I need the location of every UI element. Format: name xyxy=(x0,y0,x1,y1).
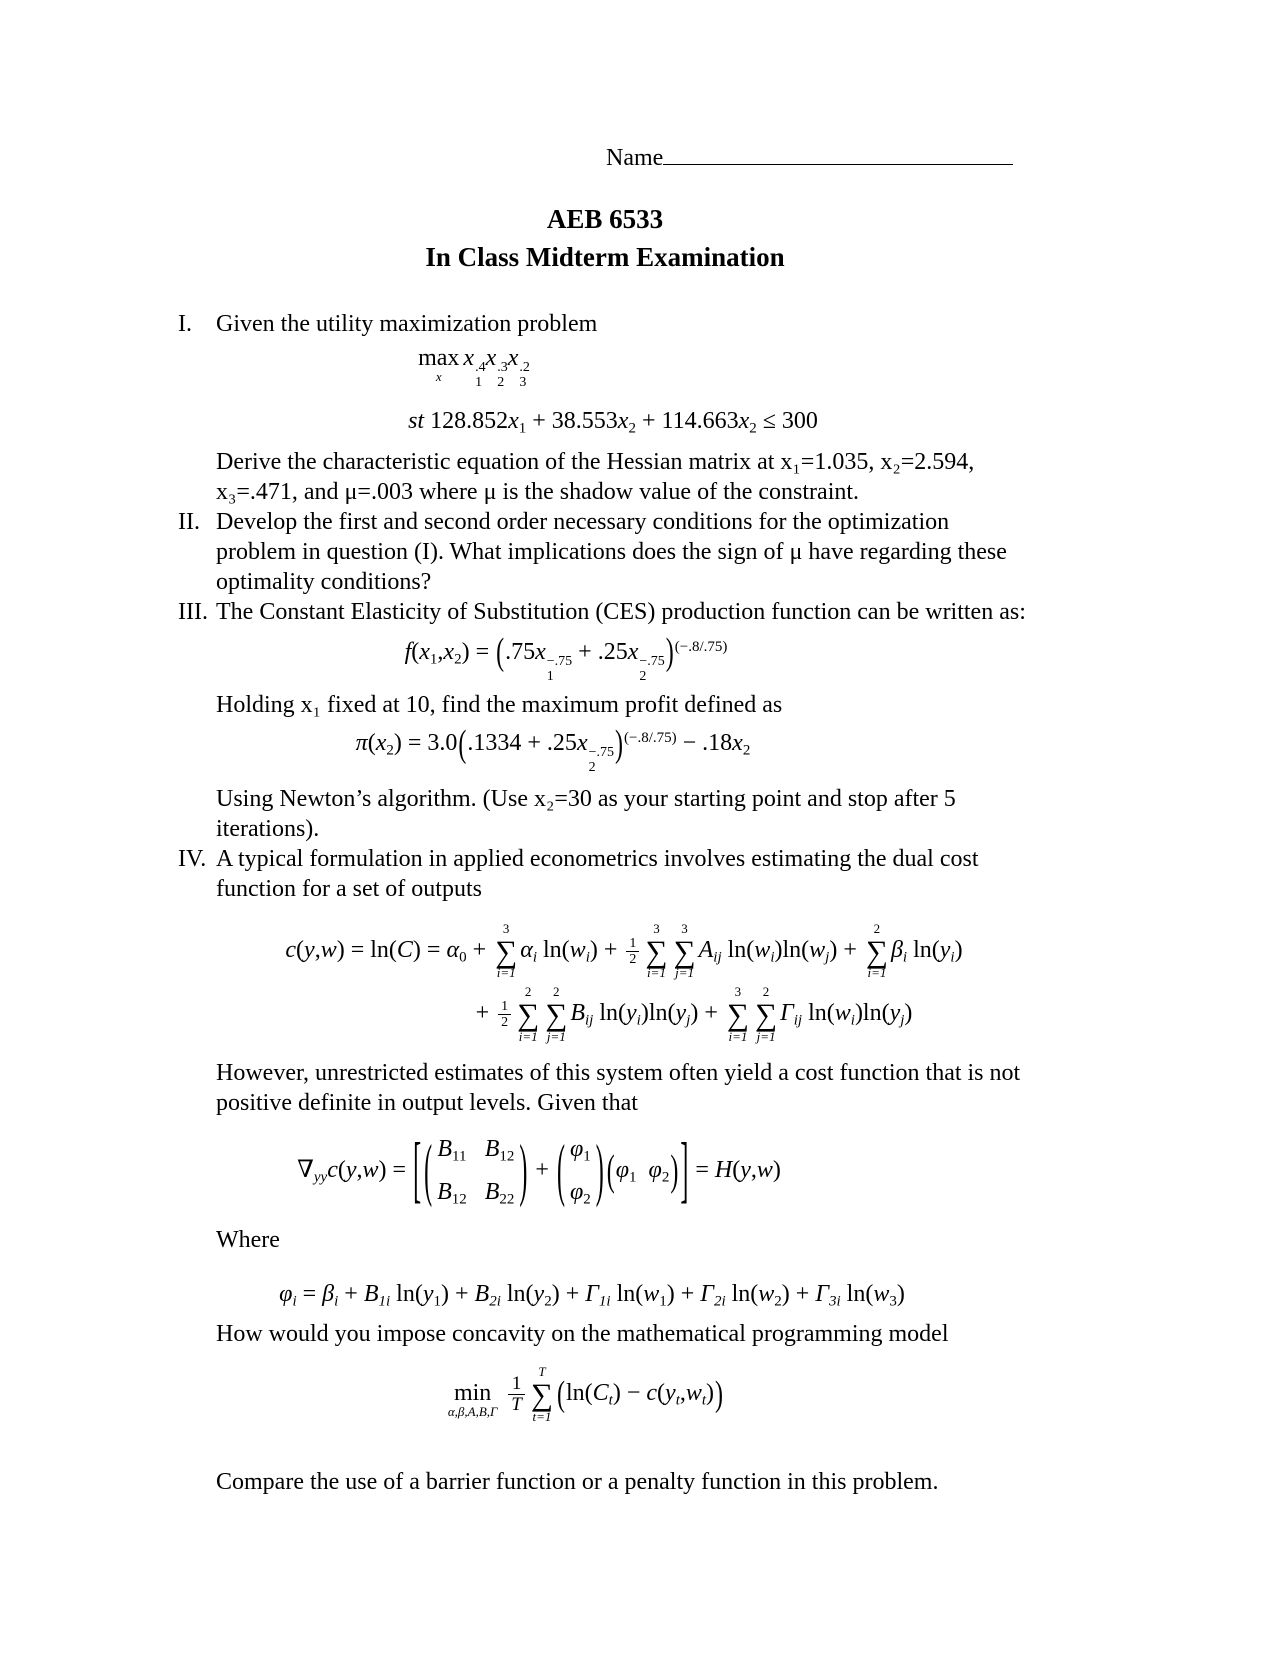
math-var: B1i xyxy=(363,1280,391,1310)
math-var: y xyxy=(304,937,315,964)
math-text: + .25 xyxy=(572,638,628,665)
math-var: φ2 xyxy=(648,1157,670,1186)
math-text: ( xyxy=(411,638,420,665)
math-var: x2 xyxy=(732,730,751,759)
math-var: c xyxy=(285,937,297,964)
math-text: ≤ 300 xyxy=(756,408,818,435)
math-var: ∇yy xyxy=(297,1157,328,1186)
question-3-mid: Holding x₁ fixed at 10, find the maximum profit defined as xyxy=(216,692,783,719)
question-4-body1: However, unrestricted estimates of this system often yield a cost function that is not positive definite in output levels. Given that xyxy=(216,1060,1021,1117)
question-3 xyxy=(178,597,1032,844)
question-3-body: Using Newton’s algorithm. (Use x₂=30 as your starting point and stop after 5 iterations). xyxy=(216,785,956,842)
math-var: w1 xyxy=(643,1280,667,1310)
math-superscript: (−.8/.75) xyxy=(624,729,677,746)
math-var: B2i xyxy=(474,1280,501,1310)
question-1-intro: Given the utility maximization problem xyxy=(216,310,598,337)
math-var: y xyxy=(345,1157,357,1184)
math-text: ln( xyxy=(537,937,570,964)
math-text: ln( xyxy=(802,1000,835,1027)
min-program-formula xyxy=(216,1365,958,1424)
math-var: st xyxy=(408,408,431,435)
math-text: ) − xyxy=(612,1380,647,1407)
math-var: Γ2i xyxy=(700,1280,726,1310)
summation-sigma: 3 ∑ i=1 xyxy=(495,920,518,981)
math-text: ( xyxy=(657,1380,666,1407)
math-text: ) xyxy=(896,1280,905,1307)
math-var: wi xyxy=(569,937,590,966)
cost-function-formula-line1 xyxy=(216,922,1032,981)
math-var: wj xyxy=(809,937,830,966)
big-delimiter: ) xyxy=(670,1148,679,1196)
math-var: Ct xyxy=(592,1380,613,1409)
math-var: wt xyxy=(685,1380,707,1409)
math-text: ) + xyxy=(690,1000,724,1027)
hessian-formula xyxy=(216,1131,862,1213)
math-text: ln( xyxy=(840,1280,874,1307)
operator-with-limit: min α,β,A,B,Γ xyxy=(447,1380,498,1420)
math-text: ln( xyxy=(725,1280,759,1307)
math-var: f xyxy=(404,638,412,665)
math-text: , xyxy=(356,1157,363,1184)
budget-constraint-formula xyxy=(216,406,1010,438)
question-2-body: Develop the first and second order necessary conditions for the optimization problem in question (I). What implications does the sign of μ have regarding these optimality conditions? xyxy=(216,508,1007,595)
name-blank-line xyxy=(663,140,1013,165)
exam-name: In Class Midterm Examination xyxy=(425,241,785,272)
math-text: ln( xyxy=(390,1280,423,1307)
math-var: Γ3i xyxy=(815,1280,841,1310)
math-var: wi xyxy=(754,937,775,966)
ces-production-formula xyxy=(216,632,916,685)
summation-sigma: 3 ∑ j=1 xyxy=(673,920,696,981)
math-var: x .4 1 xyxy=(463,344,486,390)
math-text: ) xyxy=(706,1380,715,1407)
question-2-number: II. xyxy=(178,508,200,535)
column-vector: ( φ1 φ2 ) xyxy=(556,1134,604,1210)
math-text: ln( xyxy=(610,1280,644,1307)
math-var: φi xyxy=(279,1280,297,1310)
summation-sigma: 2 ∑ j=1 xyxy=(545,984,568,1044)
math-var: x .3 2 xyxy=(485,344,508,390)
math-text: ln( xyxy=(565,1380,593,1407)
big-delimiter: [ xyxy=(413,1131,422,1213)
course-code: AEB 6533 xyxy=(546,204,664,234)
math-text: − .18 xyxy=(676,730,733,757)
math-text: ) + xyxy=(589,937,624,964)
math-text: ln( xyxy=(593,1000,627,1027)
math-var: y2 xyxy=(533,1280,552,1310)
math-var: yt xyxy=(665,1380,680,1409)
math-var: yi xyxy=(939,937,955,966)
question-2 xyxy=(178,507,1032,597)
math-text: )ln( xyxy=(854,1000,890,1027)
name-label: Name xyxy=(606,145,664,171)
question-4-number: IV. xyxy=(178,845,207,872)
math-text: + xyxy=(475,1000,496,1027)
math-var: yi xyxy=(626,1000,641,1029)
math-text: , xyxy=(437,638,444,665)
math-text: + 114.663 xyxy=(635,408,739,435)
name-row xyxy=(606,140,1130,173)
math-text: , xyxy=(314,937,321,964)
fraction: $\frac{1}{T}$ xyxy=(508,1374,525,1417)
math-text: .1334 + .25 xyxy=(467,730,577,757)
math-text: ) = xyxy=(378,1157,413,1184)
math-var: w xyxy=(362,1157,379,1184)
math-text: ) + xyxy=(441,1280,475,1307)
math-var: φ1 xyxy=(615,1157,637,1186)
math-text: ) = xyxy=(412,937,447,964)
math-text: ln( xyxy=(907,937,940,964)
math-text: 128.852 xyxy=(430,408,509,435)
matrix-2x2: ( B11 B12 B12 B22 ) xyxy=(424,1134,528,1210)
big-delimiter: ) xyxy=(615,723,623,766)
math-var: x2 xyxy=(443,638,462,668)
math-var: π xyxy=(355,730,368,757)
math-text: ( xyxy=(732,1157,741,1184)
exam-title-block xyxy=(178,201,1032,277)
math-var: Γ1i xyxy=(585,1280,611,1310)
math-var: w2 xyxy=(758,1280,782,1310)
math-text: ln( xyxy=(721,937,755,964)
math-text: .75 xyxy=(505,638,536,665)
math-var: w3 xyxy=(873,1280,897,1310)
math-var: w xyxy=(320,937,337,964)
big-delimiter: ) xyxy=(665,632,674,674)
math-var: yj xyxy=(675,1000,691,1029)
math-var: x1 xyxy=(508,408,527,437)
big-delimiter: ( xyxy=(496,632,505,674)
question-4-intro: A typical formulation in applied econometrics involves estimating the dual cost function for a set of outputs xyxy=(216,845,979,902)
math-text: ) = ln( xyxy=(336,937,397,964)
big-delimiter: ( xyxy=(606,1148,615,1196)
math-text: ) xyxy=(772,1157,781,1184)
fraction: $\frac{1}{2}$ xyxy=(498,999,511,1031)
math-text: + xyxy=(529,1157,555,1184)
math-var: x2 xyxy=(738,408,757,437)
math-var: y xyxy=(740,1157,751,1184)
math-var: α0 xyxy=(446,937,467,966)
operator-with-limit: max x xyxy=(418,344,460,384)
math-var: Aij xyxy=(698,937,722,966)
math-text: ) xyxy=(904,1000,913,1027)
math-var: x1 xyxy=(419,638,438,668)
big-delimiter: ( xyxy=(556,1375,565,1415)
question-1-body: Derive the characteristic equation of the Hessian matrix at x₁=1.035, x₂=2.594, x₃=.471, and μ=.003 where μ is the shadow value of the constraint. xyxy=(216,448,975,505)
math-text: + 38.553 xyxy=(526,408,618,435)
math-var: x −.75 2 xyxy=(576,730,614,776)
fraction: $\frac{1}{2}$ xyxy=(626,936,639,968)
math-text: + xyxy=(338,1280,364,1307)
summation-sigma: 2 ∑ j=1 xyxy=(754,984,778,1044)
math-text: , xyxy=(679,1380,686,1407)
profit-function-formula xyxy=(216,723,890,776)
phi-definition-formula xyxy=(216,1279,968,1311)
big-delimiter: ) xyxy=(715,1375,724,1415)
math-text: ( xyxy=(367,730,376,757)
math-text: ( xyxy=(296,937,305,964)
question-4-body2: How would you impose concavity on the mathematical programming model xyxy=(216,1321,949,1348)
utility-max-formula xyxy=(216,343,728,391)
math-text: + xyxy=(466,937,493,964)
math-text: )ln( xyxy=(640,1000,676,1027)
math-var: x −.75 1 xyxy=(535,638,573,684)
summation-sigma: T ∑ t=1 xyxy=(530,1364,553,1424)
math-var: βi xyxy=(322,1280,339,1310)
math-text: ) = xyxy=(461,638,496,665)
question-3-intro: The Constant Elasticity of Substitution (CES) production function can be written as: xyxy=(216,598,1026,625)
math-var: w xyxy=(756,1157,773,1184)
cost-function-formula-line2 xyxy=(356,985,1032,1044)
math-superscript: (−.8/.75) xyxy=(674,638,728,655)
math-var: c xyxy=(327,1157,338,1184)
math-text: ( xyxy=(337,1157,346,1184)
where-label: Where xyxy=(216,1226,280,1253)
math-text: ln( xyxy=(500,1280,534,1307)
math-var: Bij xyxy=(570,1000,594,1029)
math-text: ) + xyxy=(666,1280,701,1307)
math-text: = xyxy=(296,1280,323,1307)
math-text: ) + xyxy=(829,937,863,964)
math-text: ) + xyxy=(781,1280,816,1307)
math-var: c xyxy=(646,1380,658,1407)
summation-sigma: 2 ∑ i=1 xyxy=(865,920,888,981)
big-delimiter: ] xyxy=(680,1131,689,1213)
math-var: αi xyxy=(520,937,537,966)
math-var: yj xyxy=(889,1000,905,1029)
math-var: x .2 3 xyxy=(507,344,530,390)
question-1-number: I. xyxy=(178,310,192,337)
question-4-closing: Compare the use of a barrier function or a penalty function in this problem. xyxy=(216,1468,939,1495)
math-var: wi xyxy=(834,1000,855,1029)
math-var: x2 xyxy=(375,730,394,759)
math-var: x2 xyxy=(617,408,636,437)
math-var: βi xyxy=(890,937,908,966)
summation-sigma: 3 ∑ i=1 xyxy=(726,984,749,1044)
big-delimiter: ( xyxy=(458,723,467,766)
summation-sigma: 3 ∑ i=1 xyxy=(645,920,668,981)
math-text: )ln( xyxy=(774,937,810,964)
math-text: ) + xyxy=(551,1280,586,1307)
math-var: x −.75 2 xyxy=(627,638,665,684)
question-3-number: III. xyxy=(178,598,208,625)
math-var: C xyxy=(396,937,413,964)
question-4 xyxy=(178,844,1032,1497)
math-text: = xyxy=(689,1157,715,1184)
math-var: y1 xyxy=(422,1280,441,1310)
math-text: , xyxy=(750,1157,757,1184)
math-var: Γij xyxy=(780,1000,803,1029)
question-1 xyxy=(178,309,1032,507)
summation-sigma: 2 ∑ i=1 xyxy=(517,984,540,1044)
math-var: H xyxy=(714,1157,733,1184)
math-text: ) = 3.0 xyxy=(393,730,458,757)
math-text: ) xyxy=(954,937,963,964)
